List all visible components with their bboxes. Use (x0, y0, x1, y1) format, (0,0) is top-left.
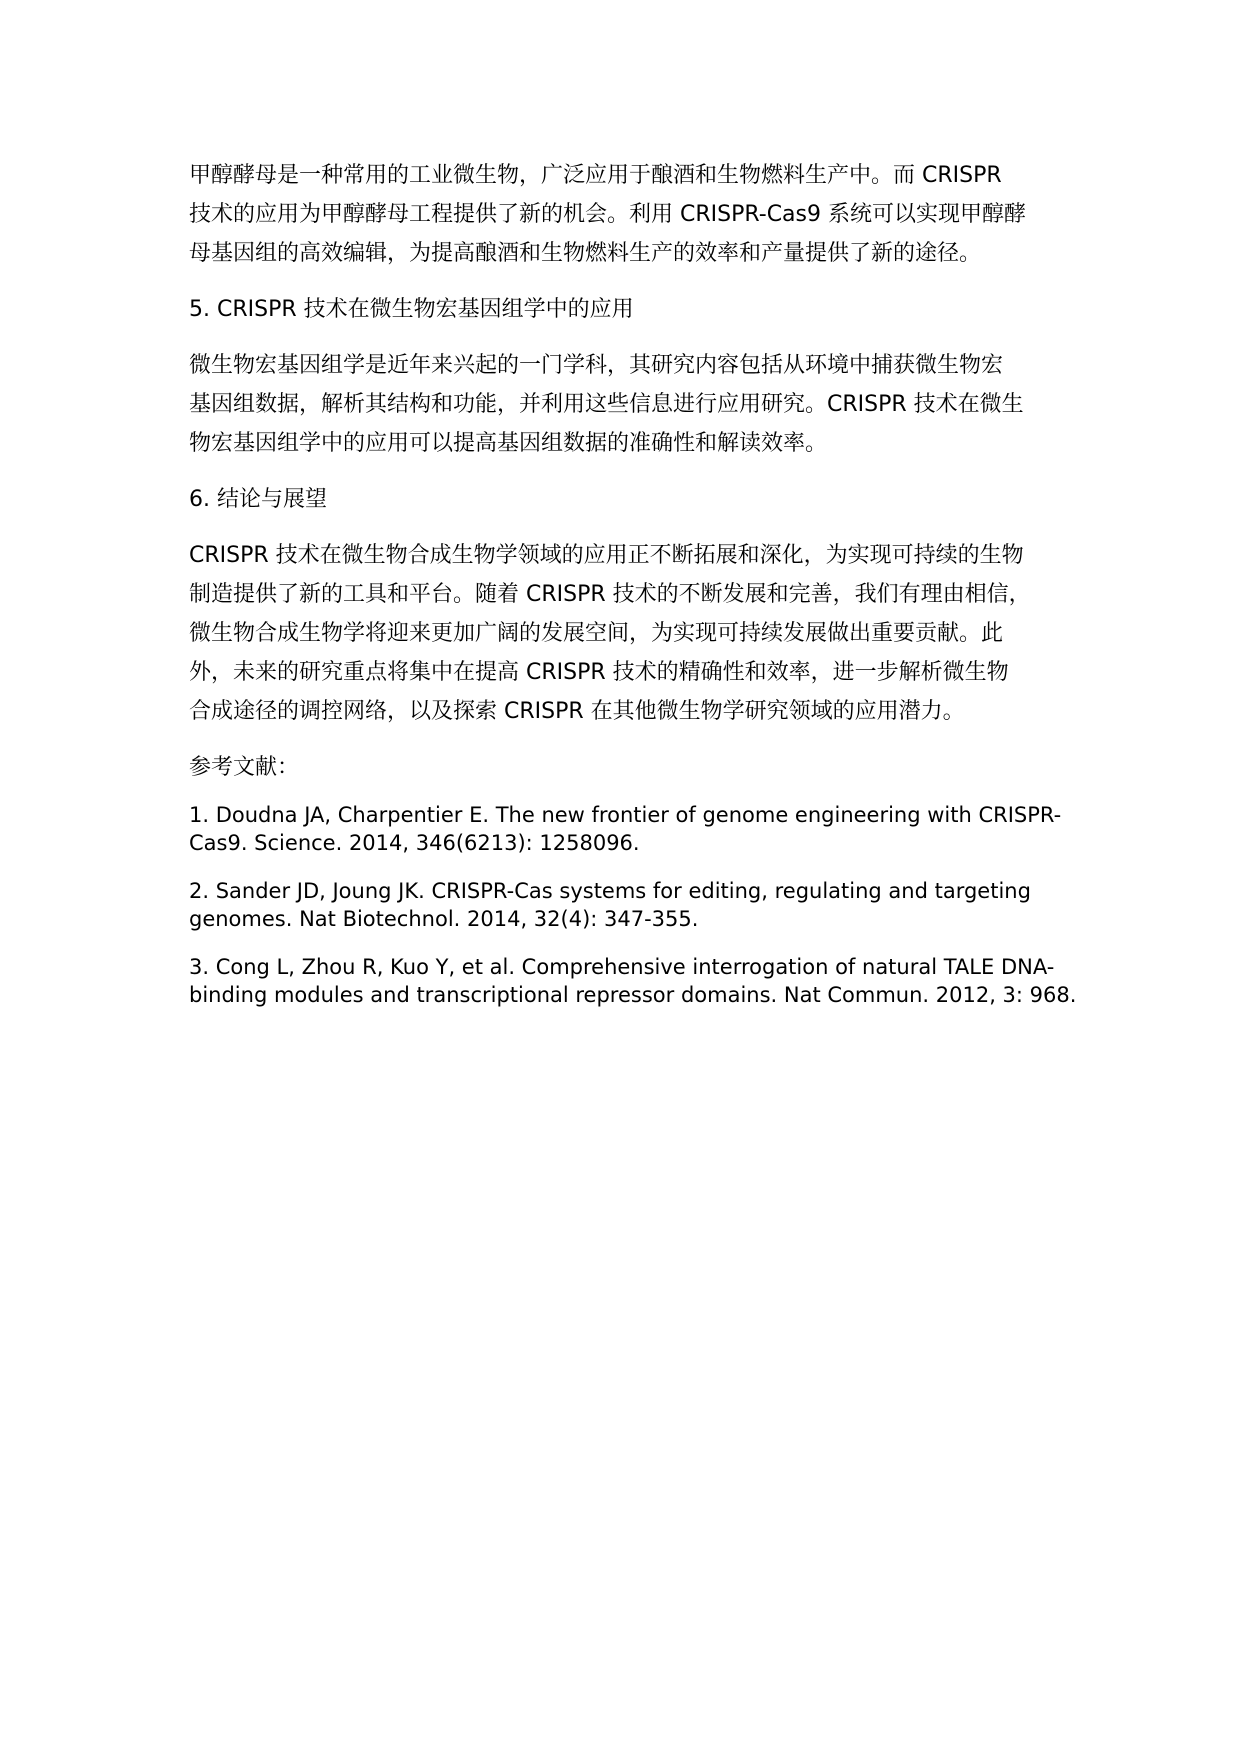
document-body (189, 156, 1077, 1029)
reference-item (189, 801, 1062, 857)
paragraph-conclusion (189, 536, 1057, 731)
paragraph-metagenomics (189, 346, 1057, 463)
reference-item (189, 877, 1057, 933)
text-line: 技术的应用为甲醇酵母工程提供了新的机会。利用 CRISPR-Cas9 系统可以实现甲醇酵 (189, 202, 1026, 227)
text-line: 母基因组的高效编辑，为提高酿酒和生物燃料生产的效率和产量提供了新的途径。 (189, 241, 982, 266)
text-line: 物宏基因组学中的应用可以提高基因组数据的准确性和解读效率。 (189, 431, 828, 456)
text-line: 基因组数据，解析其结构和功能，并利用这些信息进行应用研究。CRISPR 技术在微生 (189, 392, 1024, 417)
section-heading-6 (189, 480, 1057, 519)
reference-line: 3. Cong L, Zhou R, Kuo Y, et al. Comprehensive interrogation of natural TALE DNA- (189, 955, 1055, 979)
text-line: 微生物合成生物学将迎来更加广阔的发展空间，为实现可持续发展做出重要贡献。此 (189, 621, 1004, 646)
reference-line: 2. Sander JD, Joung JK. CRISPR-Cas systems for editing, regulating and targeting (189, 879, 1031, 903)
references-title: 参考文献： (189, 755, 300, 780)
reference-line: binding modules and transcriptional repressor domains. Nat Commun. 2012, 3: 968. (189, 983, 1077, 1007)
text-line: 甲醇酵母是一种常用的工业微生物，广泛应用于酿酒和生物燃料生产中。而 CRISPR (189, 163, 1002, 188)
text-line: 制造提供了新的工具和平台。随着 CRISPR 技术的不断发展和完善，我们有理由相信， (189, 582, 1031, 607)
heading-text: 6. 结论与展望 (189, 487, 327, 512)
paragraph-methanol-yeast (189, 156, 1057, 273)
reference-line: 1. Doudna JA, Charpentier E. The new frontier of genome engineering with CRISPR- (189, 803, 1062, 827)
section-heading-5 (189, 290, 1057, 329)
text-line: 微生物宏基因组学是近年来兴起的一门学科，其研究内容包括从环境中捕获微生物宏 (189, 353, 1004, 378)
heading-text: 5. CRISPR 技术在微生物宏基因组学中的应用 (189, 297, 634, 322)
reference-line: Cas9. Science. 2014, 346(6213): 1258096. (189, 831, 640, 855)
text-line: CRISPR 技术在微生物合成生物学领域的应用正不断拓展和深化，为实现可持续的生物 (189, 543, 1024, 568)
text-line: 外，未来的研究重点将集中在提高 CRISPR 技术的精确性和效率，进一步解析微生物 (189, 660, 1009, 685)
reference-item (189, 953, 1077, 1009)
text-line: 合成途径的调控网络，以及探索 CRISPR 在其他微生物学研究领域的应用潜力。 (189, 699, 965, 724)
reference-line: genomes. Nat Biotechnol. 2014, 32(4): 347-355. (189, 907, 699, 931)
references-list (189, 801, 1077, 1009)
